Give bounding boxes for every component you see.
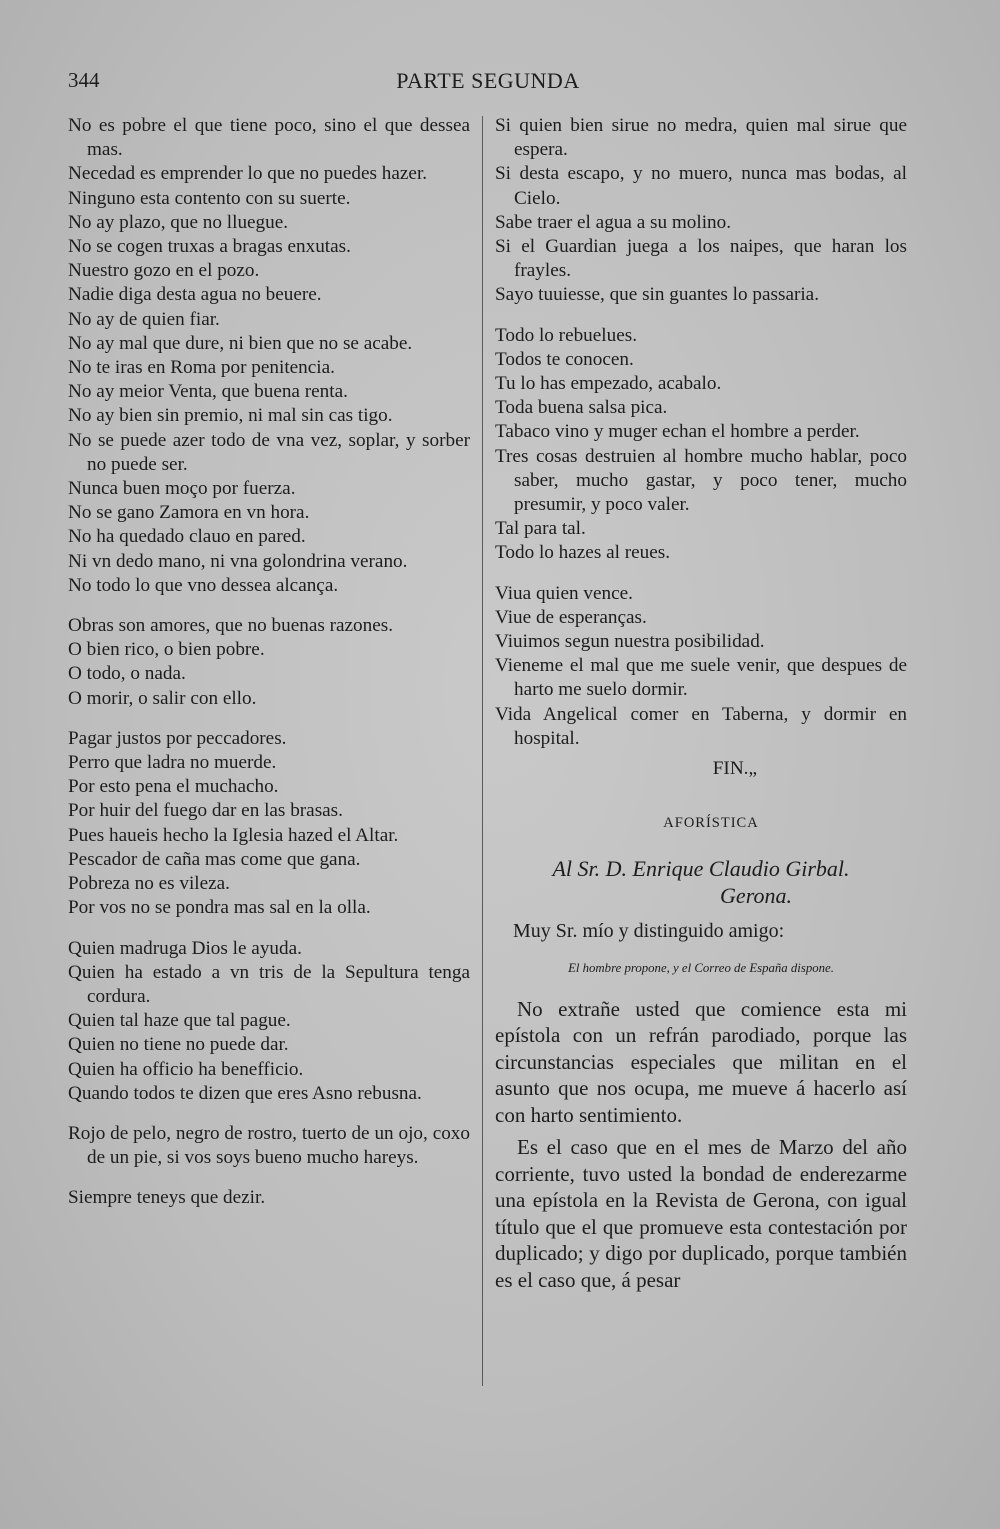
letter-paragraph: No extrañe usted que comience esta mi epístola con un refrán parodiado, porque las circunstancias especiales que militan en el asunto que nos ocupa, me mueve á hacerlo así con harto sentimiento. [495, 996, 907, 1127]
column-divider [482, 116, 483, 1386]
proverb-group [495, 582, 907, 751]
proverb-line: Toda buena salsa pica. [495, 397, 668, 419]
proverb-line: Nuestro gozo en el pozo. [68, 260, 260, 282]
dedication [495, 855, 907, 909]
proverb-group [68, 727, 470, 921]
proverb-line: Tabaco vino y muger echan el hombre a perder. [495, 421, 860, 443]
proverb-line: Nadie diga desta agua no beuere. [68, 284, 322, 306]
proverb-line: Sabe traer el agua a su molino. [495, 211, 732, 233]
proverb-line: Todo lo rebuelues. [495, 324, 637, 346]
proverb-line: Siempre teneys que dezir. [68, 1187, 266, 1209]
proverb-line: Pues haueis hecho la Iglesia hazed el Altar. [68, 824, 399, 846]
page-number: 344 [68, 68, 100, 92]
proverb-line: Pagar justos por peccadores. [68, 727, 287, 749]
section-title: AFORÍSTICA [663, 815, 759, 832]
proverb-group [68, 1122, 470, 1170]
letter-body [495, 996, 907, 1294]
proverb-line: No ay meior Venta, que buena renta. [68, 381, 348, 403]
proverb-line: Todo lo hazes al reues. [495, 542, 671, 564]
proverb-line: Quien tal haze que tal pague. [68, 1010, 291, 1032]
proverb-line: Vida Angelical comer en Taberna, y dormir en hospital. [495, 703, 907, 749]
proverb-line: Pobreza no es vileza. [68, 873, 230, 895]
proverb-line: Quien ha officio ha benefficio. [68, 1058, 304, 1080]
proverb-line: No ay de quien fiar. [68, 308, 220, 330]
left-column [68, 114, 470, 1211]
proverb-group [495, 324, 907, 566]
proverb-line: No se gano Zamora en vn hora. [68, 502, 310, 524]
proverb-line: Nunca buen moço por fuerza. [68, 478, 296, 500]
proverb-line: No ay bien sin premio, ni mal sin cas tigo. [68, 405, 393, 427]
proverb-group [68, 114, 470, 598]
letter-paragraph: Es el caso que en el mes de Marzo del año corriente, tuvo usted la bondad de enderezarme una epístola en la Revista de Gerona, con igual título que el que promueve esta contestación por duplicado; y digo por duplicado, porque también es el caso que, á pesar [495, 1135, 907, 1292]
proverb-line: O todo, o nada. [68, 663, 186, 685]
proverb-line: No ay mal que dure, ni bien que no se acabe. [68, 332, 413, 354]
proverb-line: Perro que ladra no muerde. [68, 752, 277, 774]
proverb-line: No todo lo que vno dessea alcança. [68, 574, 339, 596]
proverb-line: Viua quien vence. [495, 582, 633, 604]
epigraph: El hombre propone, y el Correo de España dispone. [568, 960, 834, 975]
proverb-line: No se cogen truxas a bragas enxutas. [68, 236, 351, 258]
proverb-group [68, 1186, 470, 1210]
proverb-line: Por esto pena el muchacho. [68, 776, 279, 798]
proverb-line: Viue de esperanças. [495, 606, 647, 628]
proverb-line: Rojo de pelo, negro de rostro, tuerto de un ojo, coxo de un pie, si vos soys bueno mucho hareys. [68, 1122, 470, 1169]
proverb-line: Todos te conocen. [495, 348, 634, 370]
proverb-group [495, 114, 907, 308]
proverb-line: Por huir del fuego dar en las brasas. [68, 800, 343, 822]
proverb-line: O morir, o salir con ello. [68, 687, 257, 709]
right-column [495, 114, 907, 1293]
proverb-line: Pescador de caña mas come que gana. [68, 848, 361, 870]
proverb-line: Quien no tiene no puede dar. [68, 1034, 289, 1056]
proverb-line: Tres cosas destruien al hombre mucho hablar, poco saber, mucho gastar, y poco tener, mucho presumir, y poco valer. [495, 445, 907, 516]
proverb-group [68, 937, 470, 1106]
running-head: PARTE SEGUNDA [396, 68, 580, 93]
proverb-line: Ni vn dedo mano, ni vna golondrina verano. [68, 550, 408, 572]
proverb-line: Ninguno esta contento con su suerte. [68, 187, 351, 209]
proverb-line: Si el Guardian juega a los naipes, que haran los frayles. [495, 236, 907, 282]
proverb-line: Vieneme el mal que me suele venir, que despues de harto me suelo dormir. [495, 655, 907, 701]
dedication-line-2: Gerona. [720, 883, 792, 909]
proverb-line: Quien ha estado a vn tris de la Sepultura tenga cordura. [68, 961, 470, 1007]
proverb-line: Sayo tuuiesse, que sin guantes lo passaria. [495, 284, 819, 306]
proverb-line: Por vos no se pondra mas sal en la olla. [68, 897, 371, 919]
proverb-line: No se puede azer todo de vna vez, soplar, y sorber no puede ser. [68, 429, 470, 475]
proverb-line: Si desta escapo, y no muero, nunca mas bodas, al Cielo. [495, 163, 907, 209]
proverb-line: Si quien bien sirue no medra, quien mal sirue que espera. [495, 115, 907, 161]
proverb-line: Tal para tal. [495, 518, 586, 540]
proverb-line: Quien madruga Dios le ayuda. [68, 937, 302, 959]
dedication-line-1: Al Sr. D. Enrique Claudio Girbal. [552, 856, 850, 882]
fin-mark: FIN.„ [712, 758, 757, 780]
proverb-line: No es pobre el que tiene poco, sino el que dessea mas. [68, 115, 470, 161]
proverb-line: Quando todos te dizen que eres Asno rebusna. [68, 1082, 422, 1104]
proverb-line: Viuimos segun nuestra posibilidad. [495, 631, 765, 653]
proverb-group [68, 614, 470, 711]
right-proverb-groups [495, 114, 907, 751]
proverb-line: No te iras en Roma por penitencia. [68, 357, 335, 379]
proverb-line: Obras son amores, que no buenas razones. [68, 615, 394, 637]
salutation: Muy Sr. mío y distinguido amigo: [513, 920, 785, 943]
proverb-line: Tu lo has empezado, acabalo. [495, 373, 722, 395]
proverb-line: No ay plazo, que no lluegue. [68, 211, 289, 233]
proverb-line: No ha quedado clauo en pared. [68, 526, 306, 548]
proverb-line: Necedad es emprender lo que no puedes hazer. [68, 163, 428, 185]
proverb-line: O bien rico, o bien pobre. [68, 639, 265, 661]
page-header [68, 68, 908, 102]
